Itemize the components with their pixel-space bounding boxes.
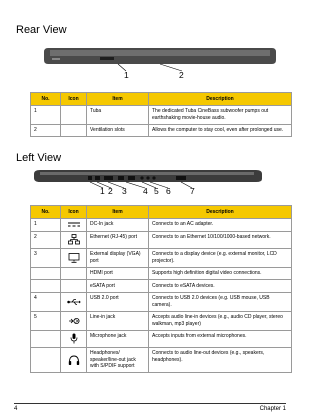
header-description: Description [149, 206, 292, 219]
left-view-illustration [0, 168, 300, 196]
row-no: 1 [31, 105, 61, 124]
header-icon: Icon [61, 206, 87, 219]
header-item: Item [87, 206, 149, 219]
row-no: 2 [31, 124, 61, 137]
row-description: Connects to a display device (e.g. external monitor, LCD projector). [149, 248, 292, 267]
row-description: Connects to audio line-out devices (e.g., speakers, headphones). [149, 347, 292, 373]
row-item: DC-In jack [87, 218, 149, 231]
table-row [31, 267, 292, 280]
row-item: Tuba [87, 105, 149, 124]
row-description: Allows the computer to stay cool, even after prolonged use. [149, 124, 292, 137]
table-row [31, 292, 292, 311]
line-in-icon [61, 311, 87, 330]
row-icon [61, 105, 87, 124]
table-row [31, 248, 292, 267]
left-callout-2: 2 [108, 186, 113, 196]
rear-callout-1: 1 [124, 70, 129, 80]
row-icon [61, 124, 87, 137]
esata-icon [61, 280, 87, 293]
table-row [31, 280, 292, 293]
row-item: Headphones/ speaker/line-out jack with S/PDIF support [87, 347, 149, 373]
rear-callout-2: 2 [179, 70, 184, 80]
row-no: 3 [31, 248, 61, 267]
row-item: USB 2.0 port [87, 292, 149, 311]
table-row [31, 218, 292, 231]
left-callout-3: 3 [122, 186, 127, 196]
row-description: Connects to an AC adapter. [149, 218, 292, 231]
row-no: 4 [31, 292, 61, 311]
row-no [31, 280, 61, 293]
rear-view-title: Rear View [16, 24, 67, 36]
left-view-table [30, 205, 292, 373]
table-row [31, 311, 292, 330]
row-no: 1 [31, 218, 61, 231]
header-icon: Icon [61, 93, 87, 106]
row-item: Microphone jack [87, 330, 149, 347]
header-description: Description [149, 93, 292, 106]
row-description: Accepts audio line-in devices (e.g., audio CD player, stereo walkman, mp3 player) [149, 311, 292, 330]
left-callout-5: 5 [154, 186, 159, 196]
row-item: Ethernet (RJ-45) port [87, 231, 149, 248]
row-no [31, 267, 61, 280]
headphones-icon [61, 347, 87, 373]
table-header-row [31, 206, 292, 219]
left-view-title: Left View [16, 152, 62, 164]
display-icon [61, 248, 87, 267]
header-no: No. [31, 206, 61, 219]
table-row [31, 347, 292, 373]
footer-divider [14, 403, 286, 404]
table-row [31, 231, 292, 248]
ethernet-icon [61, 231, 87, 248]
left-callout-1: 1 [100, 186, 105, 196]
row-description: Accepts inputs from external microphones. [149, 330, 292, 347]
row-description: Supports high definition digital video connections. [149, 267, 292, 280]
left-callout-6: 6 [166, 186, 171, 196]
row-no: 5 [31, 311, 61, 330]
row-description: The dedicated Tuba CineBass subwoofer pumps out earthshaking movie-house audio. [149, 105, 292, 124]
header-no: No. [31, 93, 61, 106]
row-no [31, 347, 61, 373]
table-row [31, 330, 292, 347]
row-description: Connects to an Ethernet 10/100/1000-based network. [149, 231, 292, 248]
row-no [31, 330, 61, 347]
chapter-label: Chapter 1 [259, 406, 286, 412]
row-item: External display (VGA) port [87, 248, 149, 267]
row-no: 2 [31, 231, 61, 248]
rear-view-table [30, 92, 292, 137]
microphone-icon [61, 330, 87, 347]
table-row [31, 124, 292, 137]
page-number: 4 [14, 406, 18, 412]
left-callout-4: 4 [143, 186, 148, 196]
row-item: HDMI port [87, 267, 149, 280]
row-item: Line-in jack [87, 311, 149, 330]
row-description: Connects to USB 2.0 devices (e.g. USB mouse, USB camera). [149, 292, 292, 311]
header-item: Item [87, 93, 149, 106]
table-row [31, 105, 292, 124]
rear-view-illustration [0, 44, 300, 84]
dc-in-icon [61, 218, 87, 231]
left-callout-7: 7 [190, 186, 195, 196]
row-item: Ventilation slots [87, 124, 149, 137]
row-description: Connects to eSATA devices. [149, 280, 292, 293]
table-header-row [31, 93, 292, 106]
row-item: eSATA port [87, 280, 149, 293]
hdmi-icon [61, 267, 87, 280]
usb-icon [61, 292, 87, 311]
